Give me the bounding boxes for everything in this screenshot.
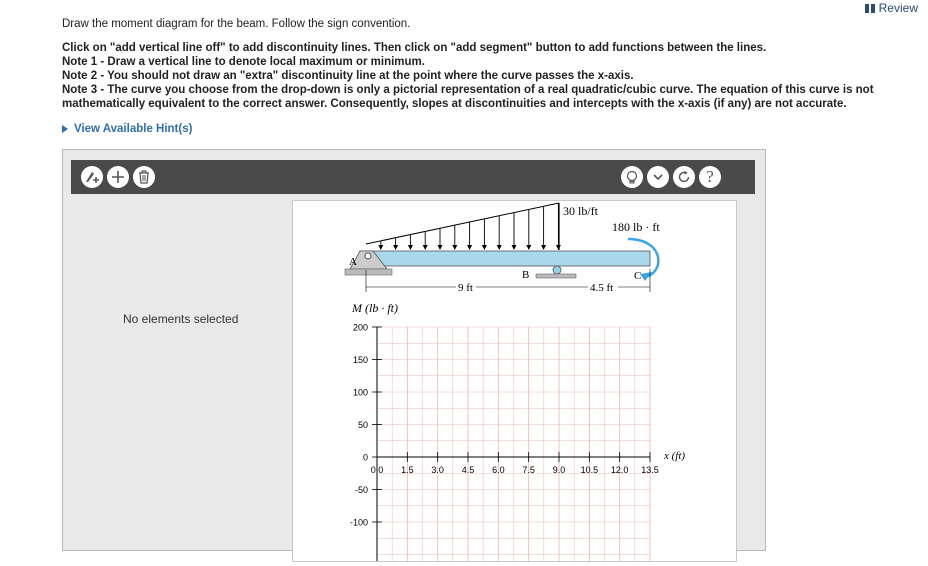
add-vertical-line-button[interactable] xyxy=(81,166,103,188)
load-arrowhead xyxy=(438,245,443,250)
instruction-note-2: Note 2 - You should not draw an "extra" discontinuity line at the point where the curve passes the x-axis. xyxy=(62,70,634,82)
x-tick-label: 0.0 xyxy=(370,465,384,475)
help-icon: ? xyxy=(706,167,714,186)
x-axis-label: x (ft) xyxy=(664,450,686,462)
y-tick-label: 100 xyxy=(352,387,368,398)
beam xyxy=(360,251,650,266)
dim-bc-label: 4.5 ft xyxy=(590,282,614,294)
instruction-line: Click on "add vertical line off" to add discontinuity lines. Then click on "add segment" button to add functions between the lines. xyxy=(62,42,767,54)
lightbulb-icon xyxy=(625,170,639,185)
x-tick-label: 3.0 xyxy=(431,465,444,475)
x-tick-label: 1.5 xyxy=(401,465,414,475)
load-arrowhead xyxy=(423,245,428,250)
pin xyxy=(365,253,371,259)
view-hints-link[interactable] xyxy=(62,123,192,135)
roller-support-b xyxy=(553,266,561,274)
load-arrowhead xyxy=(497,245,502,250)
toolbar xyxy=(71,160,755,194)
delete-button[interactable] xyxy=(133,166,155,188)
load-arrowhead xyxy=(541,245,546,250)
label-b: B xyxy=(522,269,530,281)
y-tick-label: 50 xyxy=(357,420,368,430)
x-tick-label: 12.0 xyxy=(610,465,629,475)
add-segment-button[interactable] xyxy=(107,166,129,188)
instruction-note-3: Note 3 - The curve you choose from the drop-down is only a pictorial representation of a real quadratic/cubic curve. The equation of this curve is not mathematically equivalent to the correct answer. Consequently, slopes at discontinuities and intercepts with the x-axis (if any) are not accurate. xyxy=(62,84,874,110)
moment-label: 180 lb · ft xyxy=(612,220,660,234)
drawing-canvas[interactable] xyxy=(292,200,737,562)
add-vertical-line-icon xyxy=(84,169,100,185)
add-segment-icon xyxy=(111,170,125,184)
expand-triangle-icon xyxy=(62,125,68,133)
load-envelope xyxy=(366,203,559,244)
load-arrowhead xyxy=(512,245,517,250)
x-tick-label: 13.5 xyxy=(641,465,659,475)
trash-icon xyxy=(138,170,150,184)
y-tick-label: -50 xyxy=(354,485,368,495)
selection-status: No elements selected xyxy=(123,312,239,326)
load-arrowhead xyxy=(556,245,561,250)
drawing-tool xyxy=(62,149,766,551)
grid xyxy=(377,327,650,561)
y-tick-label: 200 xyxy=(352,322,368,333)
load-arrowhead xyxy=(408,245,413,250)
label-c: C xyxy=(634,270,642,282)
load-arrowhead xyxy=(378,245,383,250)
load-arrowhead xyxy=(526,245,531,250)
chevron-down-icon xyxy=(653,173,663,181)
x-tick-label: 4.5 xyxy=(461,465,475,475)
y-tick-label: 150 xyxy=(352,355,368,365)
review-link[interactable] xyxy=(865,1,918,15)
book-icon xyxy=(865,4,875,13)
ground-b xyxy=(536,274,576,278)
x-tick-label: 10.5 xyxy=(580,465,599,475)
y-tick-label: 0 xyxy=(362,452,368,463)
options-dropdown-button[interactable] xyxy=(647,166,669,188)
load-arrowhead xyxy=(452,245,457,250)
instruction-note-1: Note 1 - Draw a vertical line to denote local maximum or minimum. xyxy=(62,56,425,68)
load-arrowhead xyxy=(482,245,487,250)
moment-graph xyxy=(350,301,685,561)
instructions xyxy=(62,41,902,111)
ground-a xyxy=(345,269,392,275)
reset-icon xyxy=(677,170,691,184)
hint-label: View Available Hint(s) xyxy=(74,123,193,135)
canvas-svg xyxy=(293,201,736,561)
beam-figure xyxy=(345,203,660,294)
help-button[interactable] xyxy=(699,166,721,188)
y-tick-label: -100 xyxy=(349,517,368,528)
reset-button[interactable] xyxy=(673,166,695,188)
y-axis-label: M (lb · ft) xyxy=(352,301,398,315)
question-text: Draw the moment diagram for the beam. Follow the sign convention. xyxy=(62,18,411,30)
x-tick-label: 6.0 xyxy=(492,465,505,475)
load-arrowhead xyxy=(393,245,398,250)
load-arrowhead xyxy=(467,245,472,250)
load-arrows xyxy=(378,203,561,250)
label-a: A xyxy=(349,256,357,268)
x-tick-label: 7.5 xyxy=(522,465,535,475)
ticks xyxy=(350,323,659,528)
load-label: 30 lb/ft xyxy=(563,204,598,218)
review-label: Review xyxy=(878,1,918,15)
hint-bulb-button[interactable] xyxy=(621,166,643,188)
x-tick-label: 9.0 xyxy=(552,465,566,475)
dim-ab-label: 9 ft xyxy=(458,282,473,294)
